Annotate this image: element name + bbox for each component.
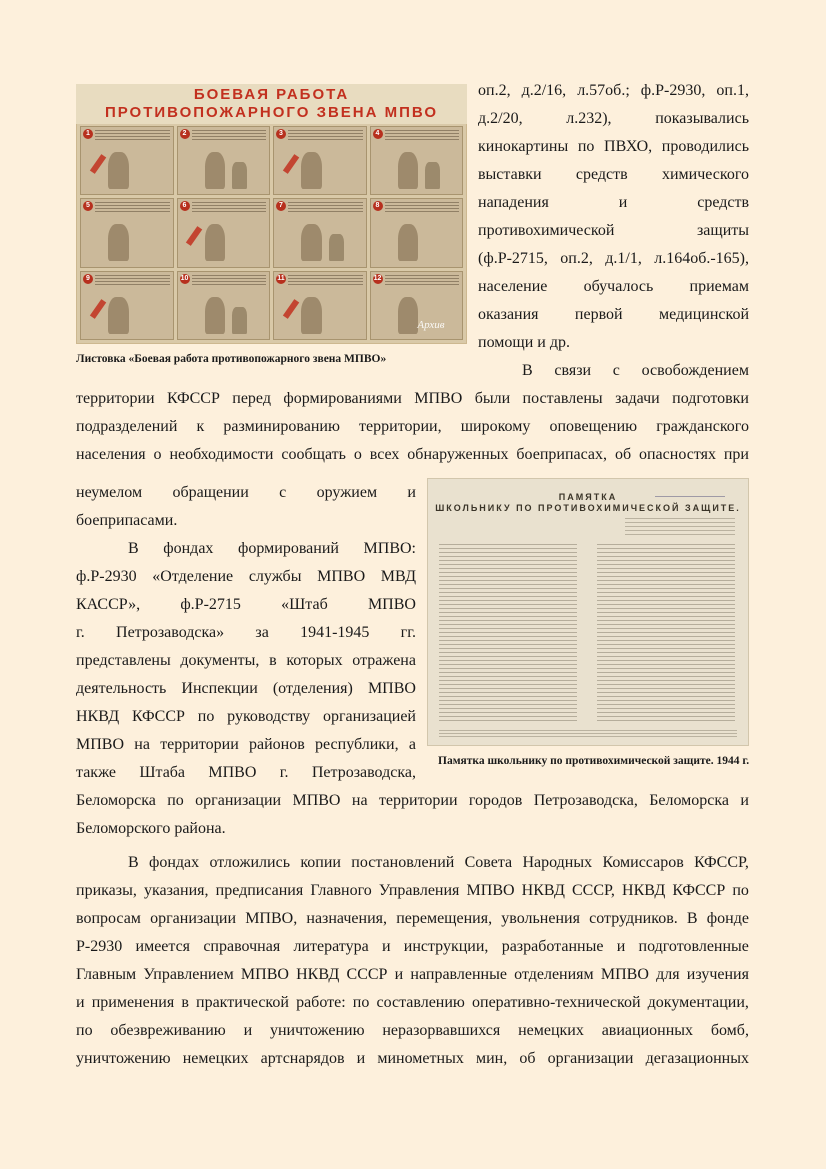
- panel-number: 1: [83, 129, 93, 139]
- text-line: оп.2, д.2/16, л.57об.; ф.Р-2930, оп.1,: [478, 82, 749, 99]
- panel-number: 4: [373, 129, 383, 139]
- poster-image: [76, 84, 467, 344]
- text-line: вопросам организации МПВО, назначения, перемещения, увольнения сотрудников. В фонде: [76, 910, 749, 927]
- text-line: г. Петрозаводска» за 1941-1945 гг.: [76, 624, 416, 641]
- text-line: населения о необходимости сообщать о всех обнаруженных боеприпасах, об опасностях при: [76, 446, 749, 463]
- text-line: д.2/20, л.232), показывались: [478, 110, 749, 127]
- panel-number: 9: [83, 274, 93, 284]
- text-line: подразделений к разминированию территории, широкому оповещению гражданского: [76, 418, 749, 435]
- poster-title-line1: БОЕВАЯ РАБОТА: [193, 86, 350, 103]
- text-line: Главным Управлением МПВО НКВД СССР и направленные отделениям МПВО для изучения: [76, 966, 749, 983]
- memo-epigraph: [625, 518, 735, 538]
- text-line: выставки средств химического: [478, 166, 749, 183]
- text-line: КАССР», ф.Р-2715 «Штаб МПВО: [76, 596, 416, 613]
- text-line: и применения в практической работе: по составлению оперативно-технической документации,: [76, 994, 749, 1011]
- panel-number: 11: [277, 274, 285, 282]
- panel-number: 7: [276, 201, 286, 211]
- text-line: Р-2930 имеется справочная литература и инструкции, разработанные и подготовленные: [76, 938, 749, 955]
- memo-text-column-right: [597, 544, 735, 724]
- poster-panel: [80, 271, 174, 340]
- text-line: территории КФССР перед формированиями МПВО были поставлены задачи подготовки: [76, 390, 749, 407]
- text-line: МПВО на территории районов республики, а: [76, 736, 416, 753]
- text-line: В связи с освобождением: [522, 362, 749, 379]
- panel-number: 8: [373, 201, 383, 211]
- text-line: НКВД КФССР по руководству организацией: [76, 708, 416, 725]
- poster-panel: [177, 198, 271, 267]
- text-line: население обучалось приемам: [478, 278, 749, 295]
- text-line: (ф.Р-2715, оп.2, д.1/1, л.164об.-165),: [478, 250, 749, 267]
- text-line: В фондах отложились копии постановлений Совета Народных Комиссаров КФССР,: [128, 854, 749, 871]
- poster-panel: [273, 271, 367, 340]
- poster-caption: Листовка «Боевая работа противопожарного звена МПВО»: [76, 353, 387, 365]
- text-line: представлены документы, в которых отражена: [76, 652, 416, 669]
- memo-title: [427, 492, 749, 514]
- text-line: боеприпасами.: [76, 512, 178, 529]
- text-line: по обезвреживанию и уничтожению неразорвавшихся немецких авиационных бомб,: [76, 1022, 749, 1039]
- memo-title-line1: ПАМЯТКА: [558, 492, 618, 502]
- poster-panel: [273, 126, 367, 195]
- text-line: уничтожению немецких артснарядов и минометных мин, об организации дегазационных: [76, 1050, 749, 1067]
- panel-number: 6: [180, 201, 190, 211]
- panel-number: 5: [83, 201, 93, 211]
- text-line: нападения и средств: [478, 194, 749, 211]
- panel-number: 12: [373, 274, 382, 282]
- text-line: деятельность Инспекции (отделения) МПВО: [76, 680, 416, 697]
- panel-number: 10: [180, 274, 189, 282]
- poster-panel: [80, 198, 174, 267]
- poster-panel: [177, 271, 271, 340]
- memo-text-column-left: [439, 544, 577, 724]
- text-line: приказы, указания, предписания Главного Управления МПВО НКВД СССР, НКВД КФССР по: [76, 882, 749, 899]
- text-line: оказания первой медицинской: [478, 306, 749, 323]
- text-line: также Штаба МПВО г. Петрозаводска,: [76, 764, 416, 781]
- memo-caption: Памятка школьнику по противохимической защите. 1944 г.: [438, 755, 750, 767]
- text-line: В фондах формирований МПВО:: [128, 540, 416, 557]
- text-line: Беломорского района.: [76, 820, 226, 837]
- poster-panels: [80, 126, 463, 340]
- poster-panel: [80, 126, 174, 195]
- memo-title-line2: ШКОЛЬНИКУ ПО ПРОТИВОХИМИЧЕСКОЙ ЗАЩИТЕ.: [435, 503, 741, 513]
- text-line: противохимической защиты: [478, 222, 749, 239]
- text-line: Беломорска по организации МПВО на территории городов Петрозаводска, Беломорска и: [76, 792, 749, 809]
- archive-stamp-logo: Архив: [417, 319, 445, 331]
- panel-number: 2: [180, 129, 190, 139]
- text-line: помощи и др.: [478, 334, 570, 351]
- poster-panel: [177, 126, 271, 195]
- text-line: ф.Р-2930 «Отделение службы МПВО МВД: [76, 568, 416, 585]
- poster-panel: [273, 198, 367, 267]
- poster-panel: [370, 198, 464, 267]
- panel-number: 3: [276, 129, 286, 139]
- text-line: кинокартины по ПВХО, проводились: [478, 138, 749, 155]
- poster-panel: [370, 126, 464, 195]
- memo-image: [427, 478, 749, 746]
- poster-title-line2: ПРОТИВОПОЖАРНОГО ЗВЕНА МПВО: [104, 104, 439, 121]
- poster-title: [76, 84, 467, 124]
- memo-footer: [439, 730, 737, 738]
- text-line: неумелом обращении с оружием и: [76, 484, 416, 501]
